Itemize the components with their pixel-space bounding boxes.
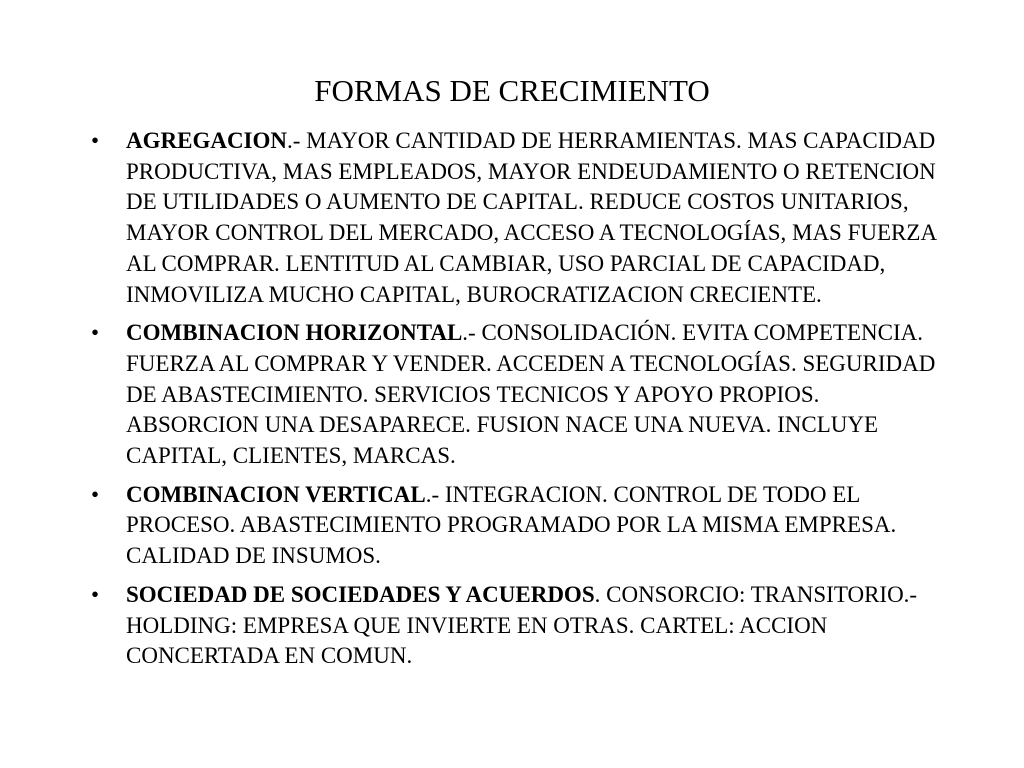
bullet-item-combinacion-horizontal — [85, 318, 945, 472]
bullet-icon: • — [90, 481, 100, 507]
bullet-term: COMBINACION VERTICAL — [126, 481, 426, 507]
bullet-icon: • — [90, 320, 100, 346]
bullet-term: AGREGACION — [126, 128, 288, 153]
bullet-text: .- INTEGRACION. CONTROL DE TODO EL PROCESO. ABASTECIMIENTO PROGRAMADO POR LA MISMA EMPRESA. CALIDAD DE INSUMOS. — [126, 481, 897, 569]
bullet-item-sociedad-de-sociedades — [85, 580, 945, 672]
bullet-text: . CONSORCIO: TRANSITORIO.- HOLDING: EMPRESA QUE INVIERTE EN OTRAS. CARTEL: ACCION CONCERTADA EN COMUN. — [126, 581, 918, 669]
bullet-icon: • — [90, 128, 100, 153]
bullet-item-agregacion — [85, 126, 945, 310]
bullet-text: .- CONSOLIDACIÓN. EVITA COMPETENCIA. FUERZA AL COMPRAR Y VENDER. ACCEDEN A TECNOLOGÍAS. SEGURIDAD DE ABASTECIMIENTO. SERVICIOS TECNICOS Y APOYO PROPIOS. ABSORCION UNA DESAPARECE. FUSION NACE UNA NUEVA. INCLUYE CAPITAL, CLIENTES, MARCAS. — [126, 320, 936, 469]
bullet-term: SOCIEDAD DE SOCIEDADES Y ACUERDOS — [126, 581, 595, 607]
bullet-item-combinacion-vertical — [85, 480, 945, 572]
bullet-text: .- MAYOR CANTIDAD DE HERRAMIENTAS. MAS CAPACIDAD PRODUCTIVA, MAS EMPLEADOS, MAYOR ENDEUDAMIENTO O RETENCION DE UTILIDADES O AUMENTO DE CAPITAL. REDUCE COSTOS UNITARIOS, MAYOR CONTROL DEL MERCADO, ACCESO A TECNOLOGÍAS, MAS FUERZA AL COMPRAR. LENTITUD AL CAMBIAR, USO PARCIAL DE CAPACIDAD, INMOVILIZA MUCHO CAPITAL, BUROCRATIZACION CRECIENTE. — [126, 128, 936, 307]
bullet-icon: • — [90, 581, 100, 607]
slide-title: FORMAS DE CRECIMIENTO — [314, 73, 710, 108]
bullet-term: COMBINACION HORIZONTAL — [126, 320, 463, 346]
bullet-list — [85, 126, 945, 680]
